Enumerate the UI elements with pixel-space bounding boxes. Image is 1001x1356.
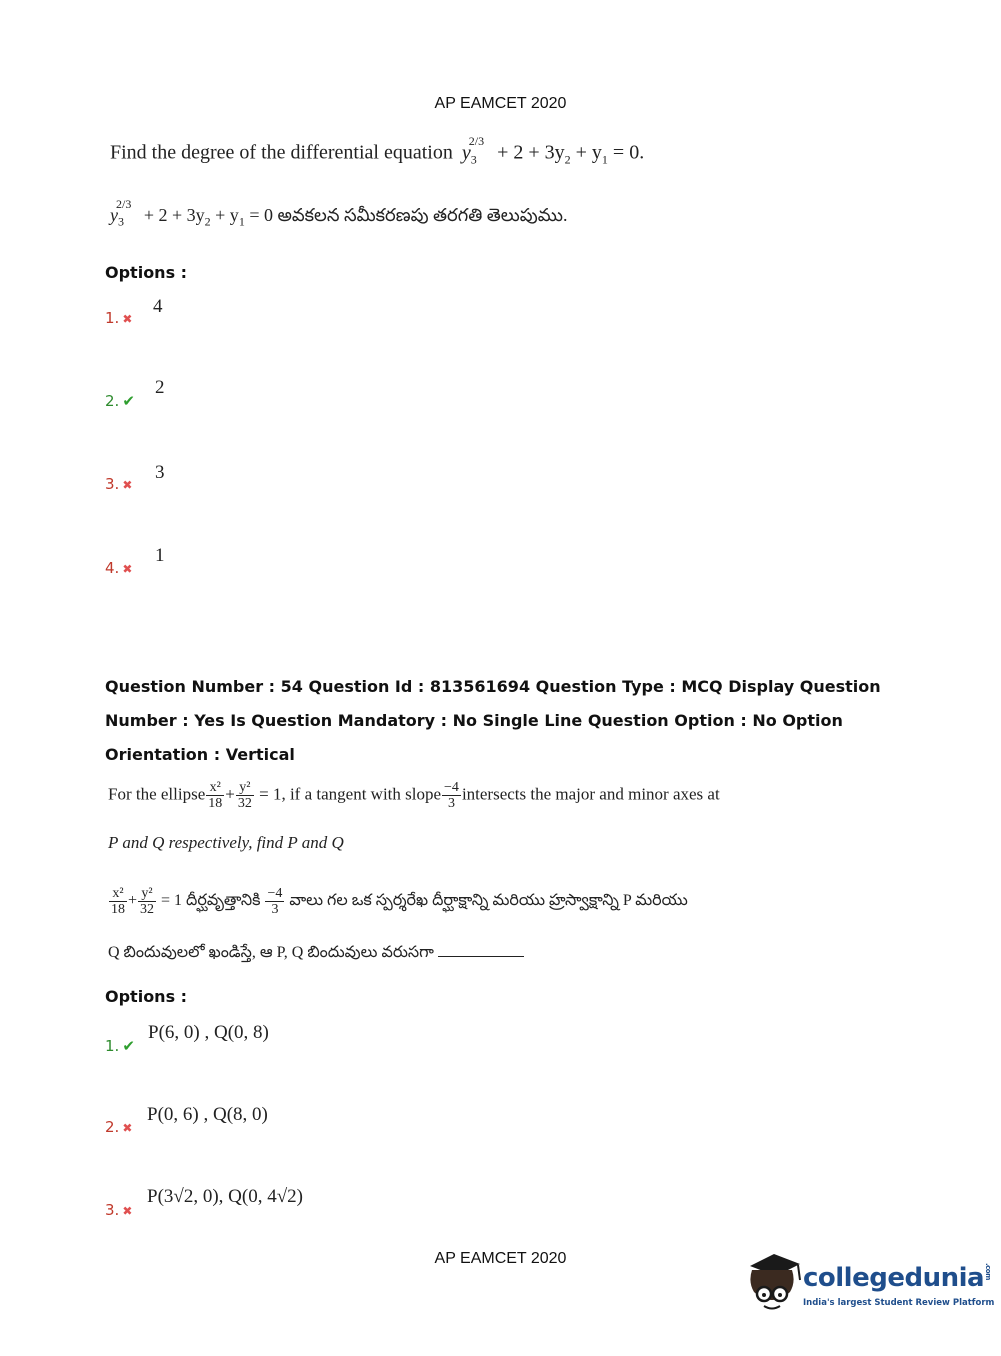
question-meta-line: Orientation : Vertical: [105, 745, 295, 764]
option-1-value: P(6, 0) , Q(0, 8): [148, 1022, 269, 1043]
question-54-text-line2: P and Q respectively, find P and Q: [108, 833, 344, 852]
logo-tagline: India's largest Student Review Platform: [803, 1298, 995, 1308]
option-number: 2.: [105, 392, 120, 410]
cross-icon: ✖: [122, 562, 133, 576]
cross-icon: ✖: [122, 478, 133, 492]
question-54-telugu-line2: Q బిందువులలో ఖండిస్తే, ఆ P, Q బిందువులు వరుసగా: [108, 943, 524, 965]
option-number: 1.: [105, 309, 120, 327]
check-icon: ✔: [122, 392, 135, 410]
cross-icon: ✖: [122, 1204, 133, 1218]
option-number: 1.: [105, 1037, 120, 1055]
fraction: $\frac{\text{x²}}{18}$: [111, 886, 125, 917]
collegedunia-mascot-icon: [742, 1248, 804, 1314]
options-label: Options :: [105, 263, 188, 282]
fraction: $\frac{-4}{3}$: [267, 886, 283, 917]
option-2-value: P(0, 6) , Q(8, 0): [147, 1104, 268, 1125]
option-2[interactable]: [105, 1117, 132, 1136]
cross-icon: ✖: [122, 312, 133, 326]
question-54-telugu: $\frac{\text{x²}}{18}$ + $\frac{\text{y²}}{32}$ = 1 దీర్ఘవృత్తానికి $\frac{-4}{3}$ వాలు గల ఒక స్పర్శరేఖ దీర్ఘాక్షాన్ని మరియు హ్రస్వాక్షాన్ని P మరియు: [111, 886, 688, 917]
option-number: 3.: [105, 475, 120, 493]
option-number: 3.: [105, 1201, 120, 1219]
fraction: $\frac{\text{y²}}{32}$: [237, 780, 252, 811]
option-2[interactable]: [105, 391, 135, 410]
option-3-value: P(3√2, 0), Q(0, 4√2): [147, 1186, 303, 1207]
collegedunia-logo-text: collegedunia.com: [803, 1263, 993, 1293]
page-header: AP EAMCET 2020: [434, 95, 567, 112]
question-54-text: For the ellipse $\frac{\text{x²}}{18}$ + $\frac{\text{y²}}{32}$ = 1, if a tangent with slope $\frac{-4}{3}$ intersects the major and minor axes at: [108, 780, 720, 811]
option-number: 4.: [105, 559, 120, 577]
fraction: $\frac{\text{y²}}{32}$: [140, 886, 155, 917]
answer-blank: [438, 956, 524, 957]
option-number: 2.: [105, 1118, 120, 1136]
option-3[interactable]: [105, 1200, 132, 1219]
fraction: $\frac{-4}{3}$: [444, 780, 459, 811]
option-1[interactable]: [105, 1036, 135, 1055]
fraction: $\frac{\text{x²}}{18}$: [208, 780, 223, 811]
option-1[interactable]: [105, 308, 132, 327]
option-4-value: 1: [155, 545, 165, 566]
check-icon: ✔: [122, 1037, 135, 1055]
option-3-value: 3: [155, 462, 165, 483]
question-meta-line: Number : Yes Is Question Mandatory : No Single Line Question Option : No Option: [105, 711, 843, 730]
cross-icon: ✖: [122, 1121, 133, 1135]
question-53-telugu: $y_3^{2/3} + 2 + 3y_2 + y_1 = 0$ అవకలన సమీకరణపు తరగతి తెలుపుము.: [110, 197, 568, 229]
page-footer: AP EAMCET 2020: [434, 1250, 567, 1267]
question-meta-line: Question Number : 54 Question Id : 813561694 Question Type : MCQ Display Question: [105, 677, 881, 696]
option-1-value: 4: [153, 296, 163, 317]
options-label: Options :: [105, 987, 188, 1006]
option-3[interactable]: [105, 474, 132, 493]
option-2-value: 2: [155, 377, 165, 398]
question-53-text: Find the degree of the differential equation $y_3^{2/3} + 2 + 3y_2 + y_1 = 0$.: [110, 134, 645, 167]
option-4[interactable]: [105, 558, 132, 577]
